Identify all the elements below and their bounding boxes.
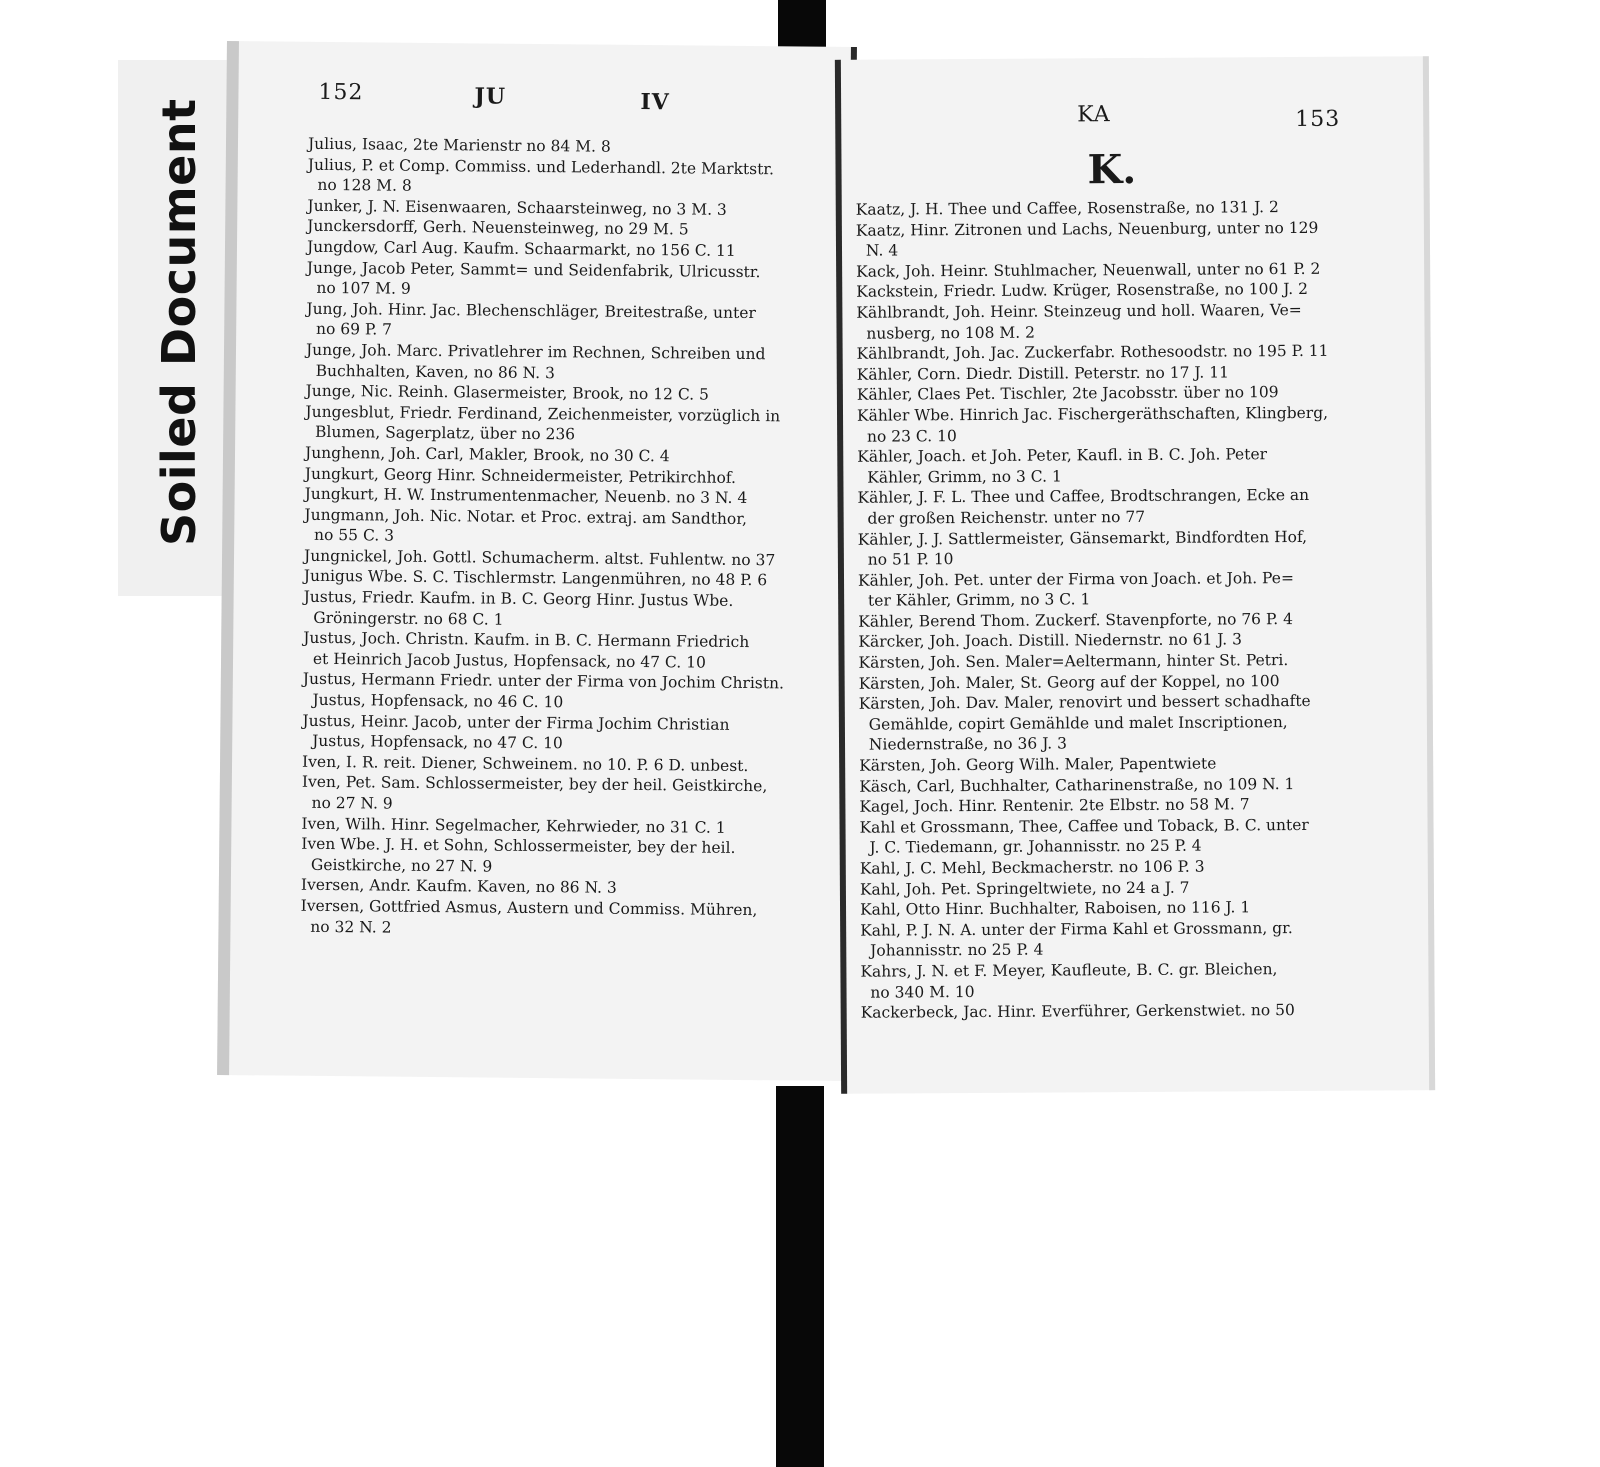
- directory-entry: Justus, Friedr. Kaufm. in B. C. Georg Hinr. Justus Wbe. Gröningerstr. no 68 C. 1: [303, 587, 734, 629]
- directory-entry: Kaatz, Hinr. Zitronen und Lachs, Neuenburg, unter no 129 N. 4: [855, 218, 1319, 260]
- directory-entry: Junge, Jacob Peter, Sammt= und Seidenfabrik, Ulricusstr. no 107 M. 9: [306, 258, 761, 298]
- directory-entry: Kähler, Berend Thom. Zuckerf. Stavenpforte, no 76 P. 4: [858, 609, 1294, 631]
- directory-entry: Jungdow, Carl Aug. Kaufm. Schaarmarkt, no 156 C. 11: [306, 237, 736, 260]
- directory-entry: Kahl, P. J. N. A. unter der Firma Kahl et Grossmann, gr. Johannisstr. no 25 P. 4: [860, 918, 1293, 961]
- directory-entry: Kähler, J. J. Sattlermeister, Gänsemarkt, Bindfordten Hof, no 51 P. 10: [857, 527, 1308, 569]
- page-number-left: 152: [318, 79, 364, 106]
- directory-entry: Iven Wbe. J. H. et Sohn, Schlossermeister, bey der heil. Geistkirche, no 27 N. 9: [300, 834, 736, 876]
- right-page: [835, 56, 1435, 1094]
- directory-entry: Justus, Heinr. Jacob, unter der Firma Jochim Christian Justus, Hopfensack, no 47 C. 10: [302, 711, 730, 753]
- directory-entry: Kackerbeck, Jac. Hinr. Everführer, Gerkenstwiet. no 50: [860, 1001, 1295, 1022]
- directory-entry: Junghenn, Joh. Carl, Makler, Brook, no 30 C. 4: [304, 443, 670, 466]
- directory-entry: Iversen, Gottfried Asmus, Austern und Commiss. Mühren, no 32 N. 2: [300, 896, 758, 937]
- right-entry-list: [856, 196, 1417, 1023]
- directory-entry: Justus, Hermann Friedr. unter der Firma von Jochim Christn. Justus, Hopfensack, no 46 C. 10: [302, 670, 785, 712]
- directory-entry: Kähler, Joach. et Joh. Peter, Kaufl. in B. C. Joh. Peter Kähler, Grimm, no 3 C. 1: [857, 445, 1268, 487]
- directory-entry: Kärsten, Joh. Dav. Maler, renovirt und bessert schadhafte Gemählde, copirt Gemählde und malet Inscriptionen, Niedernstraße, no 36 J. 3: [858, 692, 1311, 755]
- directory-entry: Käsch, Carl, Buchhalter, Catharinenstraße, no 109 N. 1: [859, 774, 1295, 796]
- directory-entry: Junker, J. N. Eisenwaaren, Schaarsteinweg, no 3 M. 3: [307, 196, 727, 219]
- directory-entry: Kahl et Grossmann, Thee, Caffee und Toback, B. C. unter J. C. Tiedemann, gr. Johannisstr. no 25 P. 4: [859, 815, 1309, 858]
- directory-entry: Kärsten, Joh. Sen. Maler=Aeltermann, hinter St. Petri.: [858, 651, 1289, 672]
- directory-entry: Julius, Isaac, 2te Marienstr no 84 M. 8: [307, 134, 611, 156]
- directory-entry: Kahl, J. C. Mehl, Beckmacherstr. no 106 P. 3: [859, 857, 1205, 878]
- directory-entry: Kähler, Claes Pet. Tischler, 2te Jacobsstr. über no 109: [856, 383, 1279, 405]
- directory-entry: Junckersdorff, Gerh. Neuensteinweg, no 29 M. 5: [307, 217, 689, 239]
- left-entry-list: [300, 134, 838, 942]
- directory-entry: Kählbrandt, Joh. Heinr. Steinzeug und holl. Waaren, Ve= nusberg, no 108 M. 2: [856, 300, 1302, 343]
- directory-entry: Kack, Joh. Heinr. Stuhlmacher, Neuenwall, unter no 61 P. 2: [856, 259, 1321, 281]
- directory-entry: Iven, Pet. Sam. Schlossermeister, bey der heil. Geistkirche, no 27 N. 9: [301, 773, 768, 813]
- directory-entry: Kähler, Joh. Pet. unter der Firma von Joach. et Joh. Pe= ter Kähler, Grimm, no 3 C. 1: [857, 568, 1294, 610]
- directory-entry: Kackstein, Friedr. Ludw. Krüger, Rosenstraße, no 100 J. 2: [856, 280, 1309, 302]
- directory-entry: Kärcker, Joh. Joach. Distill. Niedernstr. no 61 J. 3: [858, 630, 1243, 652]
- directory-entry: Jungkurt, H. W. Instrumentenmacher, Neuenb. no 3 N. 4: [304, 484, 748, 508]
- directory-entry: Kärsten, Joh. Georg Wilh. Maler, Papentwiete: [859, 754, 1217, 775]
- directory-entry: Kähler, Corn. Diedr. Distill. Peterstr. no 17 J. 11: [856, 363, 1230, 384]
- directory-entry: Jungkurt, Georg Hinr. Schneidermeister, Petrikirchhof.: [304, 464, 737, 487]
- directory-entry: Julius, P. et Comp. Commiss. und Lederhandl. 2te Marktstr. no 128 M. 8: [307, 155, 775, 195]
- section-letter: K.: [1087, 145, 1137, 194]
- header-left-iv: IV: [640, 88, 670, 116]
- directory-entry: Jung, Joh. Hinr. Jac. Blechenschläger, Breitestraße, unter no 69 P. 7: [306, 299, 756, 339]
- header-left-ju: JU: [474, 83, 507, 110]
- directory-entry: Kählbrandt, Joh. Jac. Zuckerfabr. Rothesoodstr. no 195 P. 11: [856, 341, 1329, 363]
- directory-entry: Iven, I. R. reit. Diener, Schweinem. no 10. P. 6 D. unbest.: [301, 752, 749, 775]
- directory-entry: Junigus Wbe. S. C. Tischlermstr. Langenmühren, no 48 P. 6: [303, 567, 768, 590]
- directory-entry: Kagel, Joch. Hinr. Rentenir. 2te Elbstr. no 58 M. 7: [859, 795, 1250, 816]
- directory-entry: Jungmann, Joh. Nic. Notar. et Proc. extraj. am Sandthor, no 55 C. 3: [304, 505, 748, 545]
- directory-entry: Jungnickel, Joh. Gottl. Schumacherm. altst. Fuhlentw. no 37: [303, 546, 776, 570]
- page-number-right: 153: [1295, 106, 1341, 133]
- directory-entry: Jungesblut, Friedr. Ferdinand, Zeichenmeister, vorzüglich in Blumen, Sagerplatz, über no 236: [305, 402, 781, 444]
- directory-entry: Kahrs, J. N. et F. Meyer, Kaufleute, B. C. gr. Bleichen, no 340 M. 10: [860, 960, 1278, 1002]
- directory-entry: Iven, Wilh. Hinr. Segelmacher, Kehrwieder, no 31 C. 1: [301, 814, 726, 837]
- directory-entry: Justus, Joch. Christn. Kaufm. in B. C. Hermann Friedrich et Heinrich Jacob Justus, Hopfensack, no 47 C. 10: [302, 629, 750, 672]
- spine-bottom: [776, 1086, 824, 1467]
- directory-entry: Kähler Wbe. Hinrich Jac. Fischergeräthschaften, Klingberg, no 23 C. 10: [856, 403, 1329, 446]
- directory-entry: Junge, Nic. Reinh. Glasermeister, Brook, no 12 C. 5: [305, 381, 709, 404]
- directory-entry: Kähler, J. F. L. Thee und Caffee, Brodtschrangen, Ecke an der großen Reichenstr. unter no 77: [857, 486, 1310, 528]
- directory-entry: Kahl, Otto Hinr. Buchhalter, Raboisen, no 116 J. 1: [859, 898, 1251, 919]
- directory-entry: Kärsten, Joh. Maler, St. Georg auf der Koppel, no 100: [858, 671, 1280, 693]
- directory-entry: Junge, Joh. Marc. Privatlehrer im Rechnen, Schreiben und Buchhalten, Kaven, no 86 N. 3: [305, 340, 766, 382]
- directory-entry: Kaatz, J. H. Thee und Caffee, Rosenstraße, no 131 J. 2: [855, 198, 1279, 219]
- directory-entry: Kahl, Joh. Pet. Springeltwiete, no 24 a J. 7: [859, 878, 1190, 899]
- side-label: Soiled Document: [152, 98, 206, 546]
- directory-entry: Iversen, Andr. Kaufm. Kaven, no 86 N. 3: [300, 876, 617, 898]
- header-right-ka: KA: [1077, 102, 1111, 128]
- left-page: [217, 41, 857, 1081]
